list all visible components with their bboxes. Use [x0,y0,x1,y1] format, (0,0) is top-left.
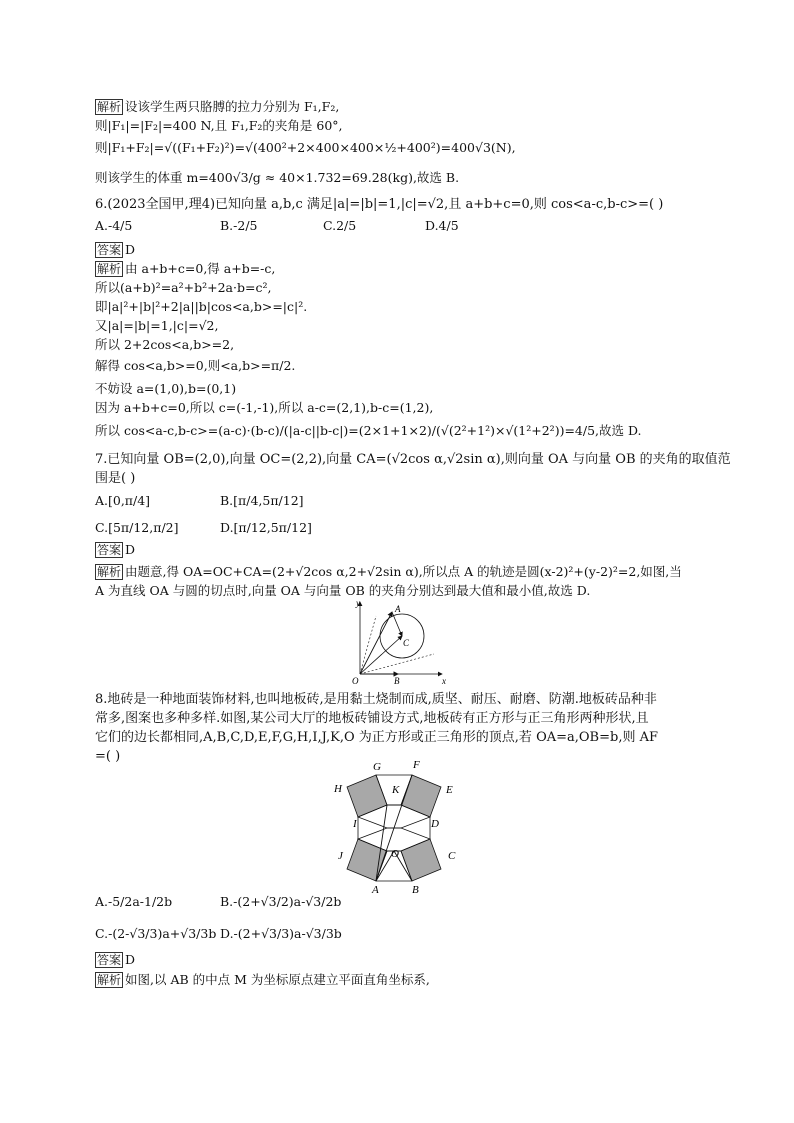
fig7-label-x: x [442,676,446,686]
q6-sol-line: 解得 cos<a,b>=0,则<a,b>=π/2. [95,358,296,373]
fig7-label-c: C [403,638,410,648]
q8-sol-line-1: 如图,以 AB 的中点 M 为坐标原点建立平面直角坐标系, [125,972,430,987]
q8-stem-3: 它们的边长都相同,A,B,C,D,E,F,G,H,I,J,K,O 为正方形或正三角形的顶点,若 OA=a,OB=b,则 AF [95,730,658,745]
prev-line-4: 则该学生的体重 m=400√3/g ≈ 40×1.732=69.28(kg),故选 B. [95,170,460,185]
q6-sol-line: 即|a|²+|b|²+2|a||b|cos<a,b>=|c|². [95,299,308,314]
fig7-label-o: O [352,676,359,686]
prev-line-1: 设该学生两只胳膊的拉力分别为 F₁,F₂, [125,99,340,114]
q6-option-c: C.2/5 [323,218,357,233]
q8-stem-4: =( ) [95,749,121,764]
q6-option-a: A.-4/5 [95,218,133,233]
q6-stem: 6.(2023全国甲,理4)已知向量 a,b,c 满足|a|=|b|=1,|c|=√2,且 a+b+c=0,则 cos<a-c,b-c>=( ) [95,197,664,212]
answer-tag: 答案 [97,953,122,967]
q7-sol-line-2: A 为直线 OA 与圆的切点时,向量 OA 与向量 OB 的夹角分别达到最大值和最小值,故选 D. [95,583,591,598]
fig8-label-i: I [353,818,357,830]
q8-stem-1: 8.地砖是一种地面装饰材料,也叫地板砖,是用黏土烧制而成,质坚、耐压、耐磨、防潮.地板砖品种非 [95,692,657,707]
q6-sol-line: 所以 2+2cos<a,b>=2, [95,337,235,352]
q6-answer: D [125,242,136,257]
answer-tag: 答案 [97,243,122,257]
q7-option-c: C.[5π/12,π/2] [95,520,179,535]
q8-stem-2: 常多,图案也多种多样.如图,某公司大厅的地板砖铺设方式,地板砖有正方形与正三角形两种形状,且 [95,711,649,726]
fig8-label-c: C [448,850,456,862]
q8-option-d: D.-(2+√3/3)a-√3/3b [220,926,342,941]
q6-sol-line: 所以 cos<a-c,b-c>=(a-c)·(b-c)/(|a-c||b-c|)=(2×1+1×2)/(√(2²+1²)×√(1²+2²))=4/5,故选 D. [95,423,642,438]
q7-stem-1: 7.已知向量 OB=(2,0),向量 OC=(2,2),向量 CA=(√2cos α,√2sin α),则向量 OA 与向量 OB 的夹角的取值范 [95,452,731,467]
fig8-label-a: A [372,884,379,895]
q6-option-d: D.4/5 [425,218,459,233]
fig8-label-k: K [392,784,400,796]
fig7-label-y: y [356,598,360,608]
q6-sol-line: 因为 a+b+c=0,所以 c=(-1,-1),所以 a-c=(2,1),b-c=(1,2), [95,400,434,415]
fig8-label-b: B [412,884,419,895]
q7-stem-2: 围是( ) [95,471,136,486]
fig8-label-f: F [413,759,420,771]
fig8-label-g: G [373,761,381,773]
q6-sol-line: 又|a|=|b|=1,|c|=√2, [95,318,219,333]
q6-sol-line: 不妨设 a=(1,0),b=(0,1) [95,381,237,396]
fig7-label-b: B [394,676,400,686]
q8-answer: D [125,952,136,967]
q7-sol-line-1: 由题意,得 OA=OC+CA=(2+√2cos α,2+√2sin α),所以点 A 的轨迹是圆(x-2)²+(y-2)²=2,如图,当 [125,564,682,579]
prev-line-3: 则|F₁+F₂|=√((F₁+F₂)²)=√(400²+2×400×400×½+400²)=400√3(N), [95,140,516,155]
fig8-label-d: D [431,818,439,830]
q7-option-d: D.[π/12,5π/12] [220,520,312,535]
q6-sol-line: 所以(a+b)²=a²+b²+2a·b=c², [95,280,272,295]
q8-option-b: B.-(2+√3/2)a-√3/2b [220,894,342,909]
q8-option-c: C.-(2-√3/3)a+√3/3b [95,926,217,941]
analysis-tag: 解析 [97,565,122,579]
q8-tile-figure [330,755,470,895]
fig7-label-a: A [395,604,401,614]
analysis-tag: 解析 [97,100,122,114]
analysis-tag: 解析 [97,262,122,276]
q6-option-b: B.-2/5 [220,218,258,233]
q7-option-b: B.[π/4,5π/12] [220,493,304,508]
fig8-label-h: H [334,783,342,795]
q7-answer: D [125,542,136,557]
q7-option-a: A.[0,π/4] [95,493,151,508]
prev-line-2: 则|F₁|=|F₂|=400 N,且 F₁,F₂的夹角是 60°, [95,118,343,133]
fig8-label-e: E [446,784,453,796]
fig8-label-o: O [391,848,399,860]
fig8-label-j: J [338,850,343,862]
answer-tag: 答案 [97,543,122,557]
analysis-tag: 解析 [97,973,122,987]
q8-option-a: A.-5/2a-1/2b [95,894,173,909]
q6-sol-line: 由 a+b+c=0,得 a+b=-c, [125,261,276,276]
q7-circle-figure [340,596,450,686]
